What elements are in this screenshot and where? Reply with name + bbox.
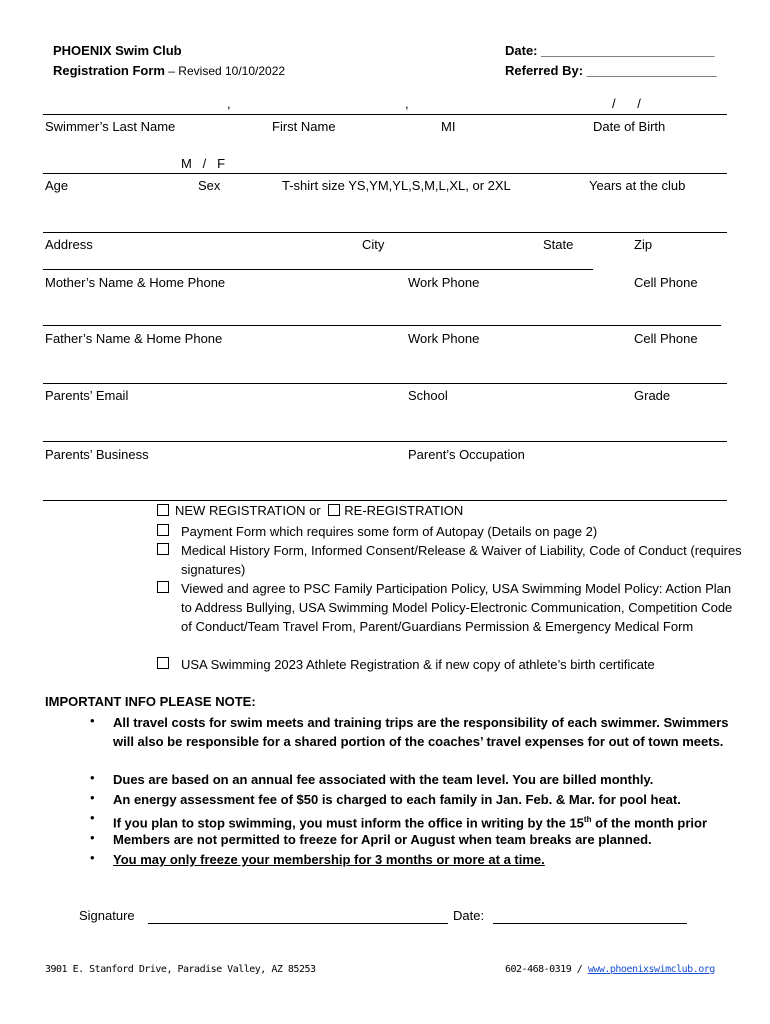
- father-line[interactable]: [43, 325, 721, 326]
- re-registration-checkbox[interactable]: [328, 504, 340, 516]
- business-line[interactable]: [43, 441, 727, 442]
- signature-date-label: Date:: [453, 908, 485, 923]
- email-label: Parents’ Email: [45, 388, 129, 403]
- bullet: •: [90, 830, 95, 845]
- list-item: [90, 770, 740, 789]
- checklist-item: [157, 655, 742, 674]
- list-item: [90, 790, 740, 809]
- date-field[interactable]: Date: ________________________: [505, 43, 715, 58]
- signature-date-line[interactable]: [493, 923, 687, 924]
- city-label: City: [362, 237, 385, 252]
- zip-label: Zip: [634, 237, 653, 252]
- stop-text-end: of the month prior: [591, 815, 708, 831]
- email-line[interactable]: [43, 383, 727, 384]
- list-item: [90, 850, 740, 869]
- dob-label: Date of Birth: [593, 119, 666, 134]
- tshirt-label: T-shirt size YS,YM,YL,S,M,L,XL, or 2XL: [282, 178, 511, 193]
- checklist-item-label: Payment Form which requires some form of Autopay (Details on page 2): [181, 524, 598, 539]
- father-work-label: Work Phone: [408, 331, 480, 346]
- footer-address: 3901 E. Stanford Drive, Paradise Valley, AZ 85253: [45, 964, 316, 975]
- last-name-label: Swimmer’s Last Name: [45, 119, 176, 134]
- bullet: •: [90, 790, 95, 805]
- form-title: Registration Form: [53, 63, 165, 78]
- revised-date: – Revised 10/10/2022: [164, 64, 286, 78]
- address-label: Address: [45, 237, 93, 252]
- signature-line[interactable]: [148, 923, 448, 924]
- footer-phone: 602-468-0319 /: [505, 964, 588, 975]
- checklist-item-label: USA Swimming 2023 Athlete Registration & if new copy of athlete’s birth certificate: [181, 657, 655, 672]
- form-title-line: [53, 63, 285, 78]
- sex-options[interactable]: M / F: [181, 156, 226, 171]
- name-line[interactable]: [43, 114, 727, 115]
- mi-label: MI: [441, 119, 456, 134]
- checklist-item: [157, 579, 742, 636]
- list-item: [90, 830, 740, 849]
- mother-label: Mother’s Name & Home Phone: [45, 275, 226, 290]
- business-label: Parents’ Business: [45, 447, 149, 462]
- mother-cell-label: Cell Phone: [634, 275, 698, 290]
- bullet-text: [113, 810, 740, 832]
- name-comma-1: ,: [227, 96, 231, 111]
- athlete-registration-checkbox[interactable]: [157, 657, 169, 669]
- club-name: PHOENIX Swim Club: [53, 43, 182, 58]
- list-item: [90, 810, 740, 832]
- checklist-item-label: Medical History Form, Informed Consent/Release & Waiver of Liability, Code of Conduct (requires signatures): [181, 543, 742, 577]
- years-label: Years at the club: [589, 178, 686, 193]
- new-registration-label: NEW REGISTRATION or: [175, 503, 321, 518]
- re-registration-label: RE-REGISTRATION: [344, 503, 464, 518]
- checklist-item-label: Viewed and agree to PSC Family Participation Policy, USA Swimming Model Policy: Action Plan to Address Bullying, USA Swimming Model Policy-Electronic Communication, Competition Code of Conduct/Team Travel From, Parent/Guardians Permission & Emergency Medical Form: [181, 581, 733, 634]
- policy-checkbox[interactable]: [157, 581, 169, 593]
- bullet-text: You may only freeze your membership for 3 months or more at a time.: [113, 852, 545, 867]
- bullet: •: [90, 850, 95, 865]
- age-label: Age: [45, 178, 69, 193]
- father-cell-label: Cell Phone: [634, 331, 698, 346]
- mother-line[interactable]: [43, 269, 593, 270]
- bottom-line[interactable]: [43, 500, 727, 501]
- registration-type-row: [157, 503, 463, 518]
- sex-label: Sex: [198, 178, 221, 193]
- name-comma-2: ,: [405, 96, 409, 111]
- website-link[interactable]: www.phoenixswimclub.org: [587, 964, 715, 975]
- bullet-text: Members are not permitted to freeze for April or August when team breaks are planned.: [113, 832, 652, 847]
- stop-superscript: th: [583, 815, 592, 824]
- first-name-label: First Name: [272, 119, 336, 134]
- payment-form-checkbox[interactable]: [157, 524, 169, 536]
- new-registration-checkbox[interactable]: [157, 504, 169, 516]
- checklist-item: [157, 522, 742, 541]
- father-label: Father’s Name & Home Phone: [45, 331, 223, 346]
- bullet-text: All travel costs for swim meets and training trips are the responsibility of each swimmer. Swimmers will also be responsible for a shared portion of the coaches’ travel expenses for out of town meets.: [113, 715, 729, 749]
- footer-contact: [505, 964, 715, 975]
- checklist-item: [157, 541, 742, 579]
- medical-form-checkbox[interactable]: [157, 543, 169, 555]
- bullet-text: Dues are based on an annual fee associated with the team level. You are billed monthly.: [113, 772, 654, 787]
- bullet: •: [90, 770, 95, 785]
- bullet: •: [90, 713, 95, 728]
- signature-label: Signature: [79, 908, 135, 923]
- occupation-label: Parent’s Occupation: [408, 447, 525, 462]
- stop-text: If you plan to stop swimming, you must inform the office in writing by the 15: [113, 815, 584, 831]
- list-item: [90, 713, 740, 751]
- dob-slashes: / /: [612, 96, 641, 111]
- age-line[interactable]: [43, 173, 727, 174]
- school-label: School: [408, 388, 448, 403]
- bullet: •: [90, 810, 95, 825]
- important-heading: IMPORTANT INFO PLEASE NOTE:: [45, 694, 256, 709]
- referred-by-field[interactable]: Referred By: __________________: [505, 63, 717, 78]
- address-line[interactable]: [43, 232, 727, 233]
- grade-label: Grade: [634, 388, 671, 403]
- bullet-text: An energy assessment fee of $50 is charged to each family in Jan. Feb. & Mar. for pool heat.: [113, 792, 681, 807]
- state-label: State: [543, 237, 574, 252]
- mother-work-label: Work Phone: [408, 275, 480, 290]
